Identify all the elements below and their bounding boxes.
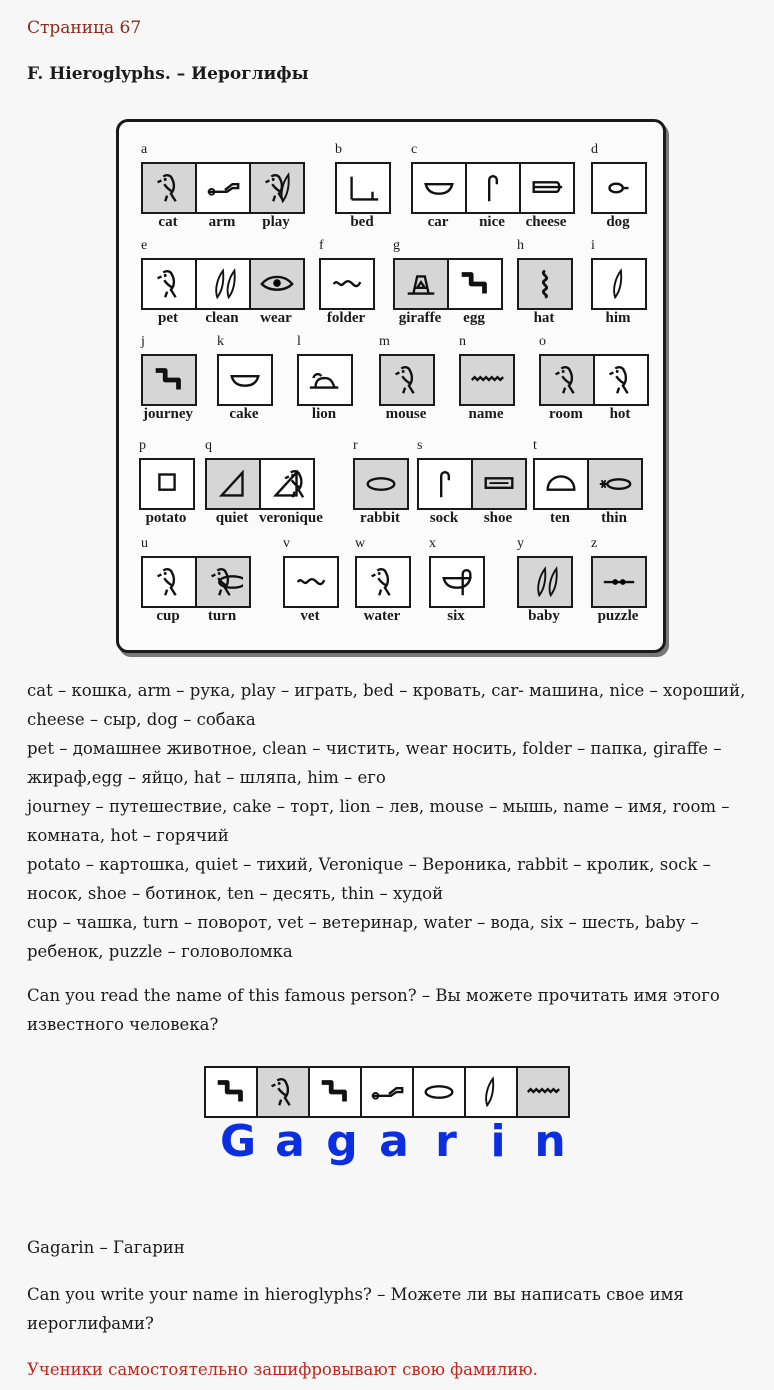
hieroglyph-icon [547,361,587,399]
hieroglyph-icon [467,361,507,399]
glyph-cells [335,162,391,214]
hieroglyph-icon [471,1073,511,1111]
glyph-word: journey [143,406,193,422]
hieroglyph-cell [541,356,595,404]
hieroglyph-cell [461,356,513,404]
glyph-words [355,608,409,625]
translations-list [27,676,747,966]
question-write-name [27,1280,747,1338]
hieroglyph-cell [593,164,645,212]
glyph-cells [517,556,573,608]
group-letter: t [533,438,537,453]
hieroglyph-cell [431,558,483,606]
hieroglyph-icon [361,465,401,503]
glyph-cells [591,556,647,608]
glyph-word: mouse [385,406,427,422]
section-title: F. Hieroglyphs. – Иероглифы [27,64,309,84]
glyph-word: cat [158,214,178,230]
name-letter: i [490,1116,506,1167]
hieroglyph-icon [149,169,189,207]
page-number: Страница 67 [27,18,142,38]
glyph-words [591,608,645,625]
hieroglyph-cell [593,260,645,308]
hieroglyph-cell [593,558,645,606]
glyph-words [591,310,645,327]
glyph-cells [417,458,527,510]
translation-line: жираф,egg – яйцо, hat – шляпа, him – его [27,768,386,787]
hieroglyph-cell [258,1068,310,1116]
glyph-word: veronique [259,510,323,526]
glyph-word: pet [158,310,178,326]
hieroglyph-cell [466,1068,518,1116]
translation-line: potato – картошка, quiet – тихий, Veronique – Вероника, rabbit – кролик, sock – [27,855,711,874]
glyph-word: shoe [483,510,513,526]
translation-line: носок, shoe – ботинок, ten – десять, thin – худой [27,884,444,903]
glyph-word: thin [601,510,627,526]
glyph-cells [591,258,647,310]
glyph-cells [141,162,305,214]
hieroglyph-icon [527,169,567,207]
glyph-word: folder [326,310,366,326]
glyph-word: wear [260,310,292,326]
hieroglyph-icon [473,169,513,207]
glyph-words [297,406,351,423]
glyph-words [379,406,433,423]
glyph-word: turn [207,608,237,624]
glyph-cells [217,354,273,406]
hieroglyph-cell [381,356,433,404]
translation-line: cat – кошка, arm – рука, play – играть, bed – кровать, car- машина, nice – хороший, [27,681,746,700]
group-letter: a [141,142,148,157]
group-letter: g [393,238,400,253]
glyph-word: nice [479,214,505,230]
glyph-cells [517,258,573,310]
hieroglyph-cell [357,558,409,606]
glyph-cells [459,354,515,406]
name-letter: g [326,1116,358,1167]
glyph-word: giraffe [398,310,442,326]
hieroglyph-cell [207,460,261,508]
glyph-word: dog [606,214,630,230]
glyph-cells [141,556,251,608]
hieroglyph-icon [213,465,253,503]
glyph-word: arm [208,214,236,230]
glyph-cells [539,354,649,406]
hieroglyph-icon [541,465,581,503]
glyph-cells [379,354,435,406]
group-letter: s [417,438,423,453]
group-letter: n [459,334,466,349]
glyph-word: lion [311,406,337,422]
group-letter: c [411,142,418,157]
hieroglyph-icon [343,169,383,207]
hieroglyph-icon [479,465,519,503]
glyph-word: baby [528,608,560,624]
hieroglyph-cell [337,164,389,212]
glyph-words [141,406,195,423]
glyph-words [517,310,571,327]
hieroglyph-cell [419,460,473,508]
hieroglyph-icon [327,265,367,303]
group-letter: h [517,238,524,253]
hieroglyph-cell [251,260,303,308]
glyph-words [417,510,525,527]
hieroglyph-icon [367,1073,407,1111]
glyph-word: name [468,406,504,422]
hieroglyph-cell [251,164,303,212]
glyph-word: potato [145,510,187,526]
glyph-words [205,510,323,527]
hieroglyph-icon [525,265,565,303]
hieroglyph-icon [291,563,331,601]
glyph-word: room [549,406,583,422]
group-letter: r [353,438,358,453]
question-line: известного человека? [27,1015,219,1034]
question-line: Can you write your name in hieroglyphs? – Можете ли вы написать свое имя [27,1285,684,1304]
hieroglyph-cell [467,164,521,212]
hieroglyph-icon [305,361,345,399]
group-letter: y [517,536,524,551]
glyph-word: puzzle [597,608,639,624]
hieroglyph-icon [149,361,189,399]
glyph-words [517,608,571,625]
group-letter: d [591,142,598,157]
hieroglyph-icon [599,563,639,601]
answer-gagarin: Gagarin – Гагарин [27,1238,185,1257]
group-letter: o [539,334,546,349]
glyph-word: play [262,214,290,230]
hieroglyph-cell [143,356,195,404]
glyph-words [539,406,647,423]
group-letter: m [379,334,390,349]
hieroglyph-icon [315,1073,355,1111]
translation-line: cup – чашка, turn – поворот, vet – ветеринар, water – вода, six – шесть, baby – [27,913,699,932]
glyph-word: quiet [215,510,249,526]
hieroglyph-cell [321,260,373,308]
hieroglyph-cell [299,356,351,404]
glyph-cells [393,258,503,310]
hieroglyph-icon [257,169,297,207]
hieroglyph-cell [197,260,251,308]
glyph-word: ten [550,510,570,526]
glyph-cells [297,354,353,406]
group-letter: f [319,238,324,253]
hieroglyph-cell [355,460,407,508]
hieroglyph-icon [387,361,427,399]
hieroglyph-icon [437,563,477,601]
glyph-cells [141,354,197,406]
glyph-words [217,406,271,423]
glyph-cells [139,458,195,510]
translation-line: cheese – сыр, dog – собака [27,710,256,729]
hieroglyph-cell [595,356,647,404]
glyph-word: sock [429,510,459,526]
question-line: иероглифами? [27,1314,154,1333]
group-letter: l [297,334,301,349]
hieroglyph-cell [449,260,501,308]
glyph-word: hat [533,310,555,326]
hieroglyph-cell [310,1068,362,1116]
hieroglyph-icon [525,563,565,601]
glyph-cells [533,458,643,510]
question-famous-person [27,981,747,1039]
hieroglyph-cell [519,260,571,308]
glyph-word: bed [350,214,374,230]
group-letter: j [141,334,145,349]
hieroglyph-cell [521,164,573,212]
glyph-word: cake [229,406,259,422]
glyph-word: cup [156,608,180,624]
glyph-words [139,510,193,527]
glyph-words [429,608,483,625]
hieroglyph-cell [261,460,313,508]
hieroglyph-icon [419,1073,459,1111]
hieroglyph-cell [519,558,571,606]
hieroglyph-icon [257,265,297,303]
hieroglyph-icon [455,265,495,303]
name-letter: G [219,1116,257,1167]
hieroglyph-icon [263,1073,303,1111]
group-letter: b [335,142,342,157]
glyph-word: cheese [525,214,567,230]
hieroglyph-icon [419,169,459,207]
glyph-cells [141,258,305,310]
glyph-cells [319,258,375,310]
glyph-words [335,214,389,231]
glyph-word: vet [300,608,320,624]
group-letter: k [217,334,224,349]
teacher-note: Ученики самостоятельно зашифровывают свою фамилию. [27,1360,538,1379]
glyph-words [393,310,501,327]
glyph-words [283,608,337,625]
hieroglyph-cell [589,460,641,508]
hieroglyph-icon [203,169,243,207]
glyph-word: water [363,608,401,624]
hieroglyph-icon [599,169,639,207]
group-letter: u [141,536,148,551]
translation-line: комната, hot – горячий [27,826,229,845]
group-letter: i [591,238,595,253]
hieroglyph-cell [473,460,525,508]
translation-line: pet – домашнее животное, clean – чистить, wear носить, folder – папка, giraffe – [27,739,722,758]
gagarin-letters [212,1116,576,1167]
hieroglyph-icon [149,265,189,303]
hieroglyph-icon [149,563,189,601]
hieroglyph-icon [363,563,403,601]
hieroglyph-icon [601,361,641,399]
glyph-words [141,608,249,625]
name-letter: n [534,1116,566,1167]
glyph-words [459,406,513,423]
hieroglyph-icon [203,265,243,303]
group-letter: q [205,438,212,453]
hieroglyph-cell [395,260,449,308]
hieroglyph-cell [285,558,337,606]
glyph-cells [429,556,485,608]
group-letter: p [139,438,146,453]
hieroglyph-cell [535,460,589,508]
glyph-word: six [447,608,465,624]
hieroglyph-cell [143,164,197,212]
translation-line: ребенок, puzzle – головоломка [27,942,293,961]
hieroglyph-icon [225,361,265,399]
hieroglyph-icon [595,465,635,503]
hieroglyph-icon [523,1073,563,1111]
hieroglyph-icon [267,465,307,503]
hieroglyph-icon [425,465,465,503]
glyph-words [533,510,641,527]
glyph-words [411,214,573,231]
glyph-cells [205,458,315,510]
glyph-word: hot [609,406,631,422]
glyph-word: him [605,310,631,326]
hieroglyph-cell [197,164,251,212]
glyph-words [141,214,303,231]
glyph-words [353,510,407,527]
glyph-cells [283,556,339,608]
hieroglyph-icon [203,563,243,601]
hieroglyph-icon [211,1073,251,1111]
hieroglyph-cell [219,356,271,404]
name-letter: a [379,1116,409,1167]
glyph-cells [353,458,409,510]
hieroglyph-chart [116,119,666,653]
group-letter: w [355,536,366,551]
group-letter: x [429,536,436,551]
glyph-cells [355,556,411,608]
gagarin-glyph-row [204,1066,570,1118]
glyph-cells [411,162,575,214]
question-line: Can you read the name of this famous person? – Вы можете прочитать имя этого [27,986,720,1005]
hieroglyph-cell [143,260,197,308]
hieroglyph-icon [401,265,441,303]
hieroglyph-icon [599,265,639,303]
hieroglyph-cell [413,164,467,212]
hieroglyph-cell [143,558,197,606]
hieroglyph-cell [362,1068,414,1116]
glyph-words [141,310,303,327]
glyph-word: rabbit [359,510,400,526]
glyph-cells [591,162,647,214]
glyph-word: egg [463,310,485,326]
translation-line: journey – путешествие, cake – торт, lion – лев, mouse – мышь, name – имя, room – [27,797,730,816]
group-letter: v [283,536,290,551]
name-letter: a [275,1116,305,1167]
hieroglyph-cell [518,1068,568,1116]
glyph-word: clean [205,310,239,326]
name-letter: r [435,1116,457,1167]
hieroglyph-cell [197,558,249,606]
hieroglyph-cell [414,1068,466,1116]
glyph-words [319,310,373,327]
glyph-word: car [427,214,449,230]
glyph-words [591,214,645,231]
hieroglyph-icon [147,465,187,503]
hieroglyph-cell [141,460,193,508]
group-letter: e [141,238,148,253]
group-letter: z [591,536,598,551]
hieroglyph-cell [206,1068,258,1116]
